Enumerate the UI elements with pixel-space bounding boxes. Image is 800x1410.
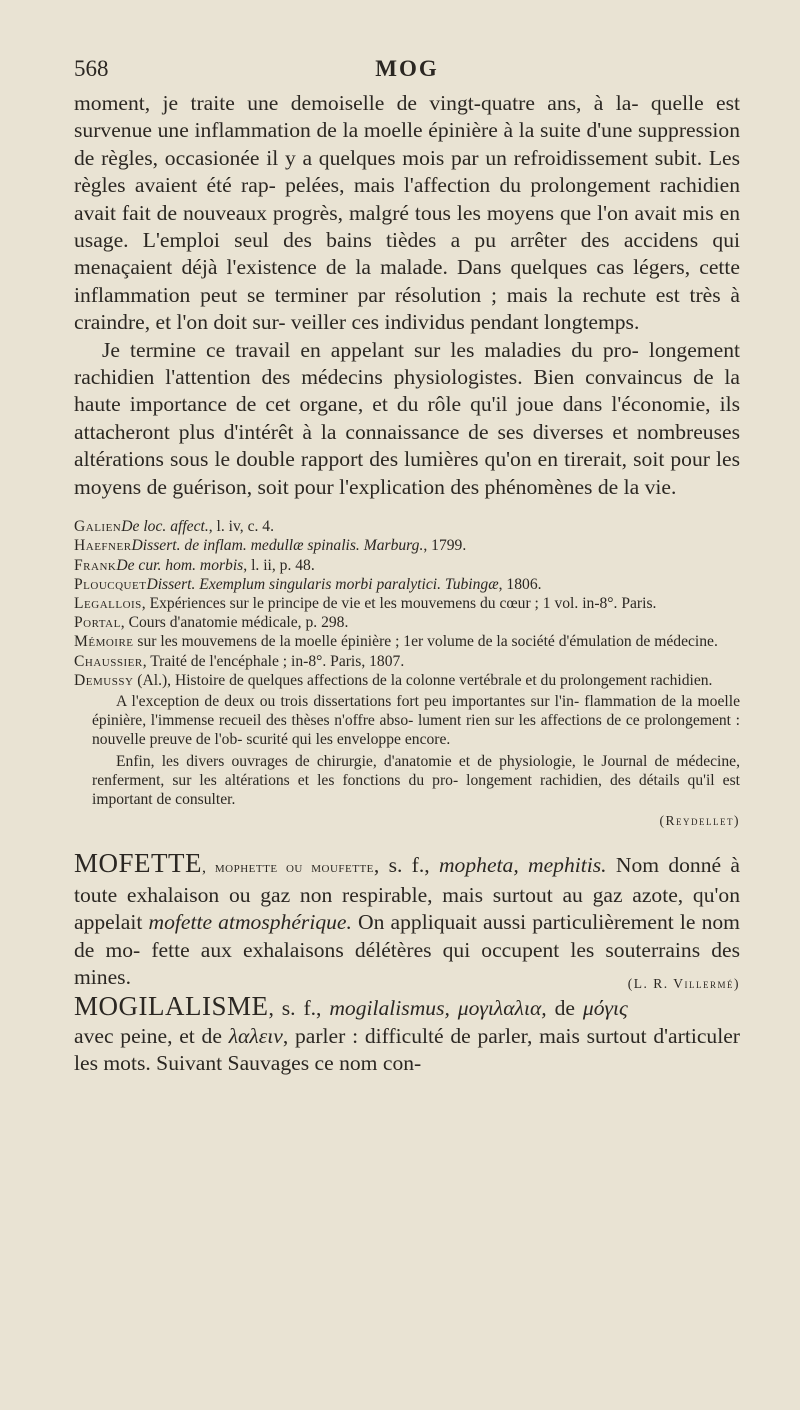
entry-italic-term: mofette atmosphérique. (148, 910, 352, 935)
entry-greek-2: μόγις (582, 996, 628, 1021)
reference-detail: (Al.), Histoire de quelques affections de la colonne vertébrale et du prolongement rachidien. (133, 671, 713, 689)
page-number: 568 (74, 56, 109, 81)
entry-latin: mogilalismus (329, 996, 445, 1021)
reference-item (74, 652, 740, 671)
dictionary-entry-mofette (74, 850, 740, 991)
reference-item (74, 556, 740, 575)
page-header (74, 56, 740, 90)
reference-item (74, 671, 740, 690)
entry-grammar: , s. f., (373, 853, 439, 878)
entry-variants: , mophette ou moufette (202, 859, 374, 877)
reference-detail: , 1806. (498, 575, 542, 593)
entry-text: de (546, 996, 583, 1021)
paragraph-1: moment, je traite une demoiselle de vingt-quatre ans, à la- quelle est survenue une inflammation de la moelle épinière à la suite d'une suppression de règles, occasionée il y a quelques mois par un refroidissement subit. Les règles avaient été rap- pelées, mais l'affection du prolongement rachidien avait fait de nouveaux progrès, malgré tous les moyens que l'on avait mis en usage. L'emploi seul des bains tièdes a pu arrêter des accidens qui menaçaient déjà l'existence de la malade. Dans quelques cas légers, cette inflammation peut se terminer par résolution ; mais la rechute est très à craindre, et l'on doit sur- veiller ces individus pendant longtemps. (74, 91, 740, 335)
reference-item (74, 632, 740, 651)
reference-author: Portal (74, 614, 121, 632)
reference-author: Galien (74, 518, 122, 536)
reference-detail: , l. ii, p. 48. (243, 556, 315, 574)
reference-title: Dissert. de inflam. medullæ spinalis. Marburg. (131, 537, 424, 555)
reference-title: De cur. hom. morbis (116, 556, 244, 574)
entry-text-2: avec peine, et de (74, 1023, 229, 1048)
entry-headword: MOGILALISME (74, 991, 269, 1022)
bibliography (74, 517, 740, 830)
reference-title: De loc. affect. (121, 518, 209, 536)
reference-item (74, 613, 740, 632)
reference-author: Mémoire (74, 633, 134, 651)
reference-detail: , Traité de l'encéphale ; in-8°. Paris, 1807. (142, 652, 405, 670)
reference-detail: , 1799. (423, 537, 467, 555)
reference-detail: , Cours d'anatomie médicale, p. 298. (120, 614, 349, 632)
paragraph-2: Je termine ce travail en appelant sur les maladies du pro- longement rachidien l'attention des médecins physiologistes. Bien convaincus de la haute importance de cet organe, et du rôle qu'il joue dans l'économie, ils attacheront plus d'intérêt à la connaissance de ses diverses et nombreuses altérations sous le double rapport des lumières qu'on en tirerait, soit pour les moyens de guérison, soit pour l'explication des phénomènes de la vie. (74, 337, 740, 499)
reference-author: Haefner (74, 537, 132, 555)
entry-headword: MOFETTE (74, 848, 202, 879)
reference-author: Chaussier (74, 652, 143, 670)
reference-author: Frank (74, 556, 117, 574)
note-paragraph: A l'exception de deux ou trois dissertations fort peu importantes sur l'in- flammation de la moelle épinière, l'immense recueil des thèses n'offre abso- lument rien sur les affections de ce prolongement : nouvelle preuve de l'ob- scurité qui les enveloppe encore. (92, 692, 740, 749)
reference-author: Ploucquet (74, 575, 147, 593)
reference-author: Legallois (74, 594, 142, 612)
entry-text-2: On appliquait aussi particulièrement le nom de mo- fette aux exhalaisons délétères qui occupent les souterrains des mines. (74, 910, 740, 989)
entry-latin: mopheta, mephitis. (438, 853, 607, 878)
reference-item (74, 594, 740, 613)
reference-detail: , l. iv, c. 4. (208, 518, 274, 536)
running-head: MOG (375, 56, 439, 81)
entry-greek-3: λαλειν (228, 1023, 283, 1048)
reference-author: Demussy (74, 671, 134, 689)
dictionary-entry-mogilalisme (74, 993, 740, 1077)
reference-detail: , Expériences sur le principe de vie et les mouvemens du cœur ; 1 vol. in-8°. Paris. (141, 594, 657, 612)
reference-title: Dissert. Exemplum singularis morbi paralytici. Tubingæ (146, 575, 499, 593)
note-paragraph: Enfin, les divers ouvrages de chirurgie, d'anatomie et de physiologie, le Journal de médecine, renferment, sur les altérations et les fonctions du pro- longement rachidien, des détails qu'il est important de consulter. (92, 752, 740, 808)
reference-item (74, 517, 740, 536)
entry-signature: (L. R. Villermé) (627, 975, 740, 991)
entry-text-3: , parler : difficulté de parler, mais surtout d'articuler les mots. Suivant Sauvages ce nom con- (74, 1023, 740, 1076)
author-signature: (Reydellet) (659, 813, 740, 829)
entry-grammar: , s. f., (268, 996, 330, 1021)
reference-item (74, 536, 740, 555)
entry-greek: , μογιλαλια, (444, 996, 547, 1021)
entry-text: Nom donné à toute exhalaison ou gaz non respirable, mais surtout au gaz azote, qu'on appelait (74, 853, 740, 935)
reference-item (74, 575, 740, 594)
reference-detail: sur les mouvemens de la moelle épinière ; 1er volume de la société d'émulation de médecine. (133, 633, 718, 651)
